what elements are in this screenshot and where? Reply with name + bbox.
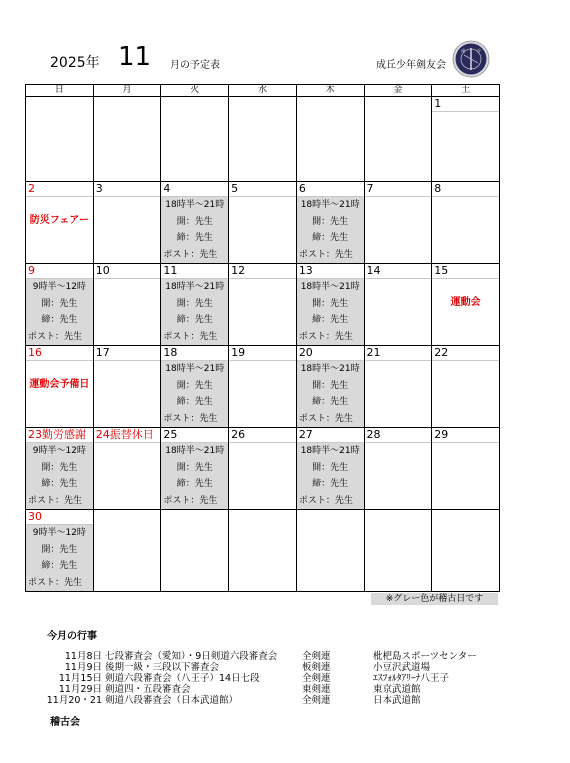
schedule-line: 開：先生: [41, 544, 78, 555]
day-number: 29: [432, 428, 499, 443]
schedule-line: 開：先生: [41, 298, 78, 309]
event-place: 東京武道館: [373, 684, 421, 695]
schedule-line: 18時半～21時: [165, 446, 225, 456]
day-number: 9: [26, 264, 93, 279]
practice-schedule: [26, 443, 93, 509]
schedule-line: ポスト：先生: [28, 331, 83, 342]
event-place: ｴｽﾌｫﾙﾀｱﾘｰﾅ八王子: [373, 673, 450, 684]
event-date: 11月8日: [64, 651, 102, 662]
schedule-line: 締：先生: [41, 479, 78, 489]
day-cell: [229, 182, 297, 264]
weekday-mon: 月: [93, 85, 161, 97]
schedule-line: 9時半～12時: [32, 528, 86, 538]
practice-schedule: [161, 279, 228, 345]
day-event: 運動会: [450, 297, 481, 308]
day-cell: [296, 510, 364, 592]
day-number: 2: [26, 182, 93, 197]
day-cell: [161, 428, 229, 510]
day-cell: [93, 346, 161, 428]
event-row: [0, 673, 570, 684]
schedule-line: 18時半～21時: [165, 200, 225, 210]
practice-schedule: [26, 525, 93, 591]
week-row: [26, 182, 500, 264]
practice-label: 稽古会: [50, 717, 80, 728]
svg-text:少: 少: [477, 48, 481, 53]
schedule-line: ポスト：先生: [298, 249, 353, 260]
schedule-line: 18時半～21時: [165, 282, 225, 292]
day-number: 21: [365, 346, 432, 361]
day-cell: [93, 510, 161, 592]
day-number: 8: [432, 182, 499, 197]
day-cell: [229, 264, 297, 346]
day-cell: [26, 346, 94, 428]
svg-text:成: 成: [461, 48, 465, 53]
schedule-line: 開：先生: [176, 298, 213, 309]
day-number: 20: [297, 346, 364, 361]
schedule-line: 締：先生: [312, 315, 349, 325]
event-row: [0, 695, 570, 706]
practice-schedule: [161, 443, 228, 509]
day-event: 防災フェアー: [29, 215, 89, 226]
schedule-line: 締：先生: [312, 479, 349, 489]
day-number: 27: [297, 428, 364, 443]
weekday-sat: 土: [432, 85, 500, 97]
schedule-line: 締：先生: [41, 315, 78, 325]
day-number: 17: [94, 346, 161, 361]
day-number: 3: [94, 182, 161, 197]
event-row: [0, 662, 570, 673]
day-cell: [296, 97, 364, 182]
day-number: 4: [161, 182, 228, 197]
day-cell: [364, 97, 432, 182]
schedule-line: ポスト：先生: [298, 495, 353, 506]
club-name: 成丘少年剣友会: [376, 60, 446, 71]
event-row: [0, 684, 570, 695]
day-cell: [364, 346, 432, 428]
day-number: 30: [26, 510, 93, 525]
day-number: 13: [297, 264, 364, 279]
header-subtitle: 月の予定表: [170, 60, 220, 71]
event-org: 全剣連: [302, 673, 331, 684]
day-number: 22: [432, 346, 499, 361]
day-number: 26: [229, 428, 296, 443]
day-number: 12: [229, 264, 296, 279]
schedule-line: 9時半～12時: [32, 446, 86, 456]
day-cell: [161, 97, 229, 182]
day-cell: [161, 182, 229, 264]
day-cell: [26, 182, 94, 264]
day-cell: [93, 97, 161, 182]
week-row: [26, 428, 500, 510]
schedule-line: 18時半～21時: [300, 282, 360, 292]
schedule-line: 締：先生: [41, 561, 78, 571]
event-org: 全剣連: [302, 651, 331, 662]
day-cell: [364, 182, 432, 264]
day-cell: [161, 264, 229, 346]
practice-schedule: [297, 443, 364, 509]
schedule-line: ポスト：先生: [298, 413, 353, 424]
day-cell: [229, 510, 297, 592]
day-cell: [161, 346, 229, 428]
weekday-tue: 火: [161, 85, 229, 97]
event-place: 小豆沢武道場: [373, 662, 431, 673]
weekday-sun: 日: [26, 85, 94, 97]
header-year: 2025年: [50, 55, 100, 71]
events-title: 今月の行事: [47, 631, 97, 642]
schedule-line: 開：先生: [41, 462, 78, 473]
day-cell: [432, 346, 500, 428]
day-cell: [93, 182, 161, 264]
week-row: [26, 510, 500, 592]
schedule-line: 締：先生: [312, 397, 349, 407]
events-list: [0, 651, 570, 706]
day-number: 16: [26, 346, 93, 361]
day-cell: [432, 264, 500, 346]
day-number: 28: [365, 428, 432, 443]
schedule-line: 18時半～21時: [300, 364, 360, 374]
event-org: 全剣連: [302, 695, 331, 706]
event-date: 11月15日: [58, 673, 102, 684]
schedule-line: 開：先生: [312, 298, 349, 309]
schedule-line: 締：先生: [176, 315, 213, 325]
practice-schedule: [161, 361, 228, 427]
practice-schedule: [297, 197, 364, 263]
event-date: 11月29日: [58, 684, 102, 695]
practice-schedule: [161, 197, 228, 263]
day-cell: [296, 264, 364, 346]
day-cell: [161, 510, 229, 592]
header-month: 11: [118, 42, 152, 72]
day-cell: [432, 510, 500, 592]
day-number: 5: [229, 182, 296, 197]
schedule-line: 開：先生: [312, 380, 349, 391]
weekday-wed: 水: [229, 85, 297, 97]
event-name: 後期一級・三段以下審査会: [105, 662, 220, 673]
day-number: 11: [161, 264, 228, 279]
day-cell: [93, 428, 161, 510]
day-cell: [432, 182, 500, 264]
day-cell: [296, 182, 364, 264]
event-date: 11月9日: [64, 662, 102, 673]
schedule-line: 締：先生: [176, 479, 213, 489]
day-cell: [296, 346, 364, 428]
schedule-line: ポスト：先生: [28, 577, 83, 588]
practice-schedule: [297, 361, 364, 427]
week-row: [26, 346, 500, 428]
day-cell: [364, 428, 432, 510]
schedule-line: 9時半～12時: [32, 282, 86, 292]
legend-note: ※グレー色が稽古日です: [371, 593, 498, 605]
day-number: 14: [365, 264, 432, 279]
day-number: 7: [365, 182, 432, 197]
schedule-line: 開：先生: [176, 380, 213, 391]
schedule-line: ポスト：先生: [163, 331, 218, 342]
day-cell: [26, 97, 94, 182]
practice-schedule: [297, 279, 364, 345]
day-cell: [93, 264, 161, 346]
day-cell: [229, 346, 297, 428]
day-cell: [229, 428, 297, 510]
schedule-line: ポスト：先生: [298, 331, 353, 342]
day-number: 19: [229, 346, 296, 361]
day-cell: [26, 428, 94, 510]
schedule-line: 締：先生: [176, 397, 213, 407]
club-emblem-icon: [452, 40, 490, 78]
day-number: 15: [432, 264, 499, 279]
day-cell: [432, 97, 500, 182]
day-number: 23勤労感謝: [26, 428, 93, 443]
schedule-line: 開：先生: [312, 216, 349, 227]
day-cell: [364, 510, 432, 592]
schedule-line: 締：先生: [176, 233, 213, 243]
day-number: 10: [94, 264, 161, 279]
schedule-line: 18時半～21時: [300, 446, 360, 456]
event-org: 板剣連: [302, 662, 331, 673]
event-date: 11月20・21: [46, 695, 102, 706]
day-cell: [26, 510, 94, 592]
day-number: 18: [161, 346, 228, 361]
day-number: 25: [161, 428, 228, 443]
day-number: 24振替休日: [94, 428, 161, 443]
schedule-line: ポスト：先生: [163, 495, 218, 506]
practice-schedule: [26, 279, 93, 345]
event-place: 日本武道館: [373, 695, 421, 706]
day-cell: [296, 428, 364, 510]
schedule-line: ポスト：先生: [28, 495, 83, 506]
schedule-line: 18時半～21時: [165, 364, 225, 374]
day-cell: [432, 428, 500, 510]
weekday-fri: 金: [364, 85, 432, 97]
schedule-line: 開：先生: [176, 216, 213, 227]
day-cell: [364, 264, 432, 346]
event-name: 剣道六段審査会（八王子）14日七段: [105, 673, 260, 684]
calendar-grid: [25, 84, 500, 592]
week-row: [26, 97, 500, 182]
weekday-header-row: [26, 85, 500, 97]
schedule-line: 18時半～21時: [300, 200, 360, 210]
schedule-line: 締：先生: [312, 233, 349, 243]
day-number: 1: [432, 97, 499, 112]
day-cell: [26, 264, 94, 346]
day-event: 運動会予備日: [29, 379, 90, 390]
event-name: 七段審査会（愛知）・9日剣道六段審査会: [105, 651, 278, 662]
week-row: [26, 264, 500, 346]
weekday-thu: 木: [296, 85, 364, 97]
event-row: [0, 651, 570, 662]
event-place: 枇杷島スポーツセンター: [373, 651, 477, 662]
day-number: 6: [297, 182, 364, 197]
schedule-line: 開：先生: [312, 462, 349, 473]
schedule-line: ポスト：先生: [163, 249, 218, 260]
schedule-line: ポスト：先生: [163, 413, 218, 424]
event-org: 東剣連: [302, 684, 331, 695]
event-name: 剣道八段審査会（日本武道館）: [105, 695, 239, 706]
event-name: 剣道四・五段審査会: [105, 684, 191, 695]
day-cell: [229, 97, 297, 182]
schedule-line: 開：先生: [176, 462, 213, 473]
